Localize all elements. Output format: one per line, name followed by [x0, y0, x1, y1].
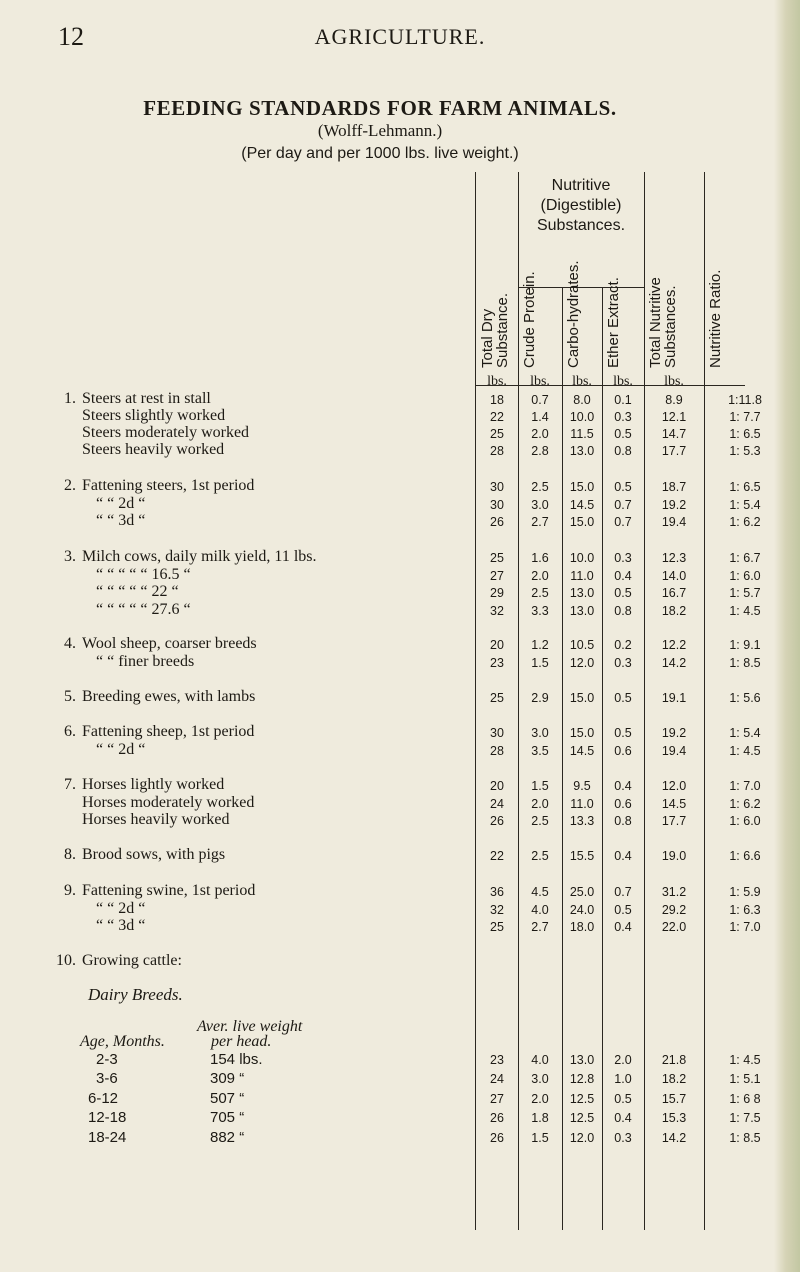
- cell-ether-extract: 0.6: [614, 797, 632, 811]
- cell-total-dry: 22: [490, 849, 504, 863]
- cell-ether-extract: 0.7: [614, 885, 632, 899]
- cell-ether-extract: 0.4: [614, 1111, 632, 1125]
- row-label: [50, 846, 475, 864]
- col-divider: [602, 288, 603, 1230]
- cell-carbohydrates: 25.0: [569, 885, 595, 899]
- cell-carbohydrates: 8.0: [573, 393, 591, 407]
- cell-crude-protein: 2.7: [531, 920, 549, 934]
- row-label: [50, 390, 475, 408]
- row-label-text: Horses moderately worked: [82, 794, 255, 811]
- row-label: [50, 441, 475, 459]
- cell-nutritive-ratio: 1: 6.0: [729, 569, 761, 583]
- row-number: 7.: [64, 776, 76, 793]
- cell-carbohydrates: 15.0: [569, 691, 595, 705]
- cell-total-nutritive: 19.4: [661, 515, 687, 529]
- cell-crude-protein: 1.5: [531, 779, 549, 793]
- page-edge-shadow: [774, 0, 800, 1272]
- cell-nutritive-ratio: 1: 5.1: [729, 1072, 761, 1086]
- cell-total-nutritive: 14.5: [661, 797, 687, 811]
- cell-ether-extract: 1.0: [614, 1072, 632, 1086]
- cell-total-dry: 24: [490, 797, 504, 811]
- cell-nutritive-ratio: 1: 5.7: [729, 586, 761, 600]
- cell-total-dry: 25: [490, 427, 504, 441]
- cell-ether-extract: 2.0: [614, 1053, 632, 1067]
- subtitle-basis: (Per day and per 1000 lbs. live weight.): [241, 145, 519, 162]
- cell-carbohydrates: 10.5: [569, 638, 595, 652]
- cell-total-dry: 25: [490, 920, 504, 934]
- cell-ether-extract: 0.6: [614, 744, 632, 758]
- cell-total-nutritive: 12.2: [661, 638, 687, 652]
- row-label-text: Fattening swine, 1st period: [82, 882, 256, 899]
- row-label: [50, 495, 475, 513]
- cell-crude-protein: 1.5: [531, 656, 549, 670]
- cell-nutritive-ratio: 1: 5.4: [729, 498, 761, 512]
- cell-total-dry: 26: [490, 814, 504, 828]
- age-value: 12-18: [88, 1109, 127, 1126]
- cell-carbohydrates: 10.0: [569, 410, 595, 424]
- age-value: 2-3: [96, 1051, 118, 1068]
- cell-carbohydrates: 24.0: [569, 903, 595, 917]
- cell-total-nutritive: 12.3: [661, 551, 687, 565]
- cell-crude-protein: 1.2: [531, 638, 549, 652]
- cell-ether-extract: 0.3: [614, 551, 632, 565]
- cell-ether-extract: 0.4: [614, 569, 632, 583]
- row-label-text: “ “ “ “ “ 16.5 “: [96, 566, 191, 583]
- row-number: 10.: [56, 952, 76, 969]
- row-label-text: “ “ 3d “: [96, 512, 146, 529]
- page-number: 12: [58, 22, 84, 51]
- cell-nutritive-ratio: 1: 9.1: [729, 638, 761, 652]
- row-label: [50, 811, 475, 829]
- cell-carbohydrates: 14.5: [569, 498, 595, 512]
- cell-total-nutritive: 18.2: [661, 604, 687, 618]
- cell-ether-extract: 0.4: [614, 779, 632, 793]
- row-label: [50, 794, 475, 812]
- cell-total-dry: 26: [490, 1111, 504, 1125]
- running-head: AGRICULTURE.: [314, 24, 486, 49]
- cell-total-nutritive: 19.0: [661, 849, 687, 863]
- cell-crude-protein: 2.0: [531, 569, 549, 583]
- cell-crude-protein: 1.8: [531, 1111, 549, 1125]
- cell-total-dry: 23: [490, 1053, 504, 1067]
- page-title: FEEDING STANDARDS FOR FARM ANIMALS.: [143, 96, 617, 120]
- age-value: 6-12: [88, 1090, 119, 1107]
- row-label: [50, 477, 475, 495]
- cell-total-dry: 20: [490, 779, 504, 793]
- cell-ether-extract: 0.4: [614, 849, 632, 863]
- cell-total-nutritive: 14.2: [661, 1131, 687, 1145]
- cell-crude-protein: 2.0: [531, 427, 549, 441]
- cell-nutritive-ratio: 1: 7.0: [729, 779, 761, 793]
- cell-carbohydrates: 14.5: [569, 744, 595, 758]
- weight-value: 882 “: [210, 1129, 245, 1146]
- cell-total-nutritive: 12.0: [661, 779, 687, 793]
- cell-carbohydrates: 13.3: [569, 814, 595, 828]
- cell-total-dry: 23: [490, 656, 504, 670]
- cell-carbohydrates: 18.0: [569, 920, 595, 934]
- cell-carbohydrates: 10.0: [569, 551, 595, 565]
- column-header-total-dry: Total Dry Substance.: [479, 292, 511, 368]
- row-label-text: Horses heavily worked: [82, 811, 230, 828]
- cell-total-nutritive: 19.4: [661, 744, 687, 758]
- cell-carbohydrates: 13.0: [569, 586, 595, 600]
- cell-total-dry: 28: [490, 744, 504, 758]
- cell-ether-extract: 0.5: [614, 427, 632, 441]
- cell-total-nutritive: 15.3: [661, 1111, 687, 1125]
- cell-nutritive-ratio: 1: 5.9: [729, 885, 761, 899]
- cell-total-dry: 30: [490, 726, 504, 740]
- cell-crude-protein: 2.0: [531, 797, 549, 811]
- row-label-text: “ “ 2d “: [96, 900, 146, 917]
- cell-total-nutritive: 29.2: [661, 903, 687, 917]
- row-label-text: Steers heavily worked: [82, 441, 225, 458]
- row-label: [50, 776, 475, 794]
- row-label: [50, 635, 475, 653]
- cell-carbohydrates: 13.0: [569, 444, 595, 458]
- cell-crude-protein: 3.3: [531, 604, 549, 618]
- cell-nutritive-ratio: 1: 6.2: [729, 515, 761, 529]
- row-label-text: Growing cattle:: [82, 952, 182, 969]
- cell-total-nutritive: 19.2: [661, 498, 687, 512]
- row-label: [50, 723, 475, 741]
- row-label-text: “ “ “ “ “ 27.6 “: [96, 601, 191, 618]
- cell-ether-extract: 0.5: [614, 480, 632, 494]
- cell-carbohydrates: 15.0: [569, 515, 595, 529]
- cell-total-dry: 27: [490, 1092, 504, 1106]
- cell-total-dry: 25: [490, 551, 504, 565]
- cell-nutritive-ratio: 1: 7.0: [729, 920, 761, 934]
- cell-carbohydrates: 13.0: [569, 1053, 595, 1067]
- cell-nutritive-ratio: 1: 7.5: [729, 1111, 761, 1125]
- row-label-text: Fattening steers, 1st period: [82, 477, 255, 494]
- cell-crude-protein: 2.5: [531, 814, 549, 828]
- cell-total-dry: 18: [490, 393, 504, 407]
- breed-heading: Dairy Breeds.: [88, 985, 183, 1004]
- cell-total-nutritive: 16.7: [661, 586, 687, 600]
- cell-carbohydrates: 11.5: [570, 427, 594, 441]
- cell-carbohydrates: 11.0: [570, 569, 594, 583]
- column-header-total-nutritive: Total Nutritive Substances.: [647, 277, 679, 368]
- weight-value: 507 “: [210, 1090, 245, 1107]
- cell-nutritive-ratio: 1: 8.5: [729, 656, 761, 670]
- cell-total-nutritive: 19.1: [661, 691, 687, 705]
- cell-crude-protein: 1.6: [531, 551, 549, 565]
- cell-total-dry: 27: [490, 569, 504, 583]
- cell-ether-extract: 0.5: [614, 726, 632, 740]
- cell-nutritive-ratio: 1: 4.5: [729, 1053, 761, 1067]
- cell-total-nutritive: 19.2: [661, 726, 687, 740]
- unit-label: lbs.: [487, 374, 507, 389]
- cell-carbohydrates: 9.5: [573, 779, 591, 793]
- cell-nutritive-ratio: 1: 6.3: [729, 903, 761, 917]
- age-heading: Age, Months.: [80, 1033, 165, 1050]
- cell-total-dry: 30: [490, 498, 504, 512]
- cell-ether-extract: 0.1: [614, 393, 632, 407]
- cell-carbohydrates: 12.0: [569, 656, 595, 670]
- column-header-crude-protein: Crude Protein.: [521, 271, 538, 368]
- cell-total-nutritive: 14.2: [661, 656, 687, 670]
- row-label-text: “ “ 2d “: [96, 741, 146, 758]
- column-header-nutritive-ratio: Nutritive Ratio.: [707, 269, 724, 368]
- row-number: 9.: [64, 882, 76, 899]
- unit-label: lbs.: [664, 374, 684, 389]
- cell-crude-protein: 2.8: [531, 444, 549, 458]
- cell-total-dry: 26: [490, 515, 504, 529]
- cell-total-nutritive: 18.7: [661, 480, 687, 494]
- cell-total-dry: 24: [490, 1072, 504, 1086]
- cell-total-nutritive: 8.9: [665, 393, 683, 407]
- row-label: [50, 583, 475, 601]
- unit-label: lbs.: [530, 374, 550, 389]
- cell-carbohydrates: 13.0: [569, 604, 595, 618]
- row-number: 4.: [64, 635, 76, 652]
- row-label: [50, 566, 475, 584]
- cell-carbohydrates: 11.0: [570, 797, 594, 811]
- row-label-text: Brood sows, with pigs: [82, 846, 226, 863]
- row-number: 6.: [64, 723, 76, 740]
- col-divider: [644, 172, 645, 1230]
- cell-ether-extract: 0.7: [614, 498, 632, 512]
- cell-nutritive-ratio: 1: 4.5: [729, 604, 761, 618]
- cell-nutritive-ratio: 1: 6.5: [729, 427, 761, 441]
- cell-ether-extract: 0.3: [614, 1131, 632, 1145]
- cell-carbohydrates: 15.0: [569, 480, 595, 494]
- row-label: [50, 653, 475, 671]
- subtitle-source: (Wolff-Lehmann.): [317, 121, 443, 140]
- cell-crude-protein: 3.0: [531, 726, 549, 740]
- cell-ether-extract: 0.8: [614, 814, 632, 828]
- row-number: 5.: [64, 688, 76, 705]
- cell-ether-extract: 0.3: [614, 410, 632, 424]
- cell-crude-protein: 1.5: [531, 1131, 549, 1145]
- col-divider: [475, 172, 476, 1230]
- row-label: [50, 512, 475, 530]
- cell-carbohydrates: 12.8: [569, 1072, 595, 1086]
- cell-crude-protein: 3.0: [531, 498, 549, 512]
- cell-nutritive-ratio: 1:11.8: [728, 393, 762, 407]
- cell-total-nutritive: 31.2: [661, 885, 687, 899]
- cell-nutritive-ratio: 1: 8.5: [729, 1131, 761, 1145]
- aver-weight-heading: Aver. live weight: [197, 1018, 303, 1035]
- cell-total-dry: 29: [490, 586, 504, 600]
- cell-ether-extract: 0.5: [614, 586, 632, 600]
- cell-ether-extract: 0.3: [614, 656, 632, 670]
- cell-carbohydrates: 12.5: [569, 1092, 595, 1106]
- column-header-carbohydrates: Carbo-hydrates.: [565, 260, 582, 368]
- row-label-text: Steers at rest in stall: [82, 390, 211, 407]
- cell-carbohydrates: 12.5: [569, 1111, 595, 1125]
- cell-total-nutritive: 18.2: [661, 1072, 687, 1086]
- weight-value: 705 “: [210, 1109, 245, 1126]
- cell-crude-protein: 2.9: [531, 691, 549, 705]
- cell-total-dry: 32: [490, 604, 504, 618]
- row-number: 8.: [64, 846, 76, 863]
- row-label: [50, 407, 475, 425]
- cell-carbohydrates: 15.0: [569, 726, 595, 740]
- cell-total-dry: 22: [490, 410, 504, 424]
- age-value: 18-24: [88, 1129, 127, 1146]
- cell-nutritive-ratio: 1: 6.5: [729, 480, 761, 494]
- cell-nutritive-ratio: 1: 5.3: [729, 444, 761, 458]
- cell-nutritive-ratio: 1: 5.4: [729, 726, 761, 740]
- cell-nutritive-ratio: 1: 6 8: [729, 1092, 761, 1106]
- cell-total-nutritive: 17.7: [661, 444, 687, 458]
- cell-crude-protein: 2.5: [531, 586, 549, 600]
- cell-total-nutritive: 14.7: [661, 427, 687, 441]
- cell-total-dry: 30: [490, 480, 504, 494]
- cell-nutritive-ratio: 1: 6.2: [729, 797, 761, 811]
- cell-ether-extract: 0.5: [614, 691, 632, 705]
- cell-total-dry: 36: [490, 885, 504, 899]
- cell-crude-protein: 3.5: [531, 744, 549, 758]
- row-label-text: Steers slightly worked: [82, 407, 226, 424]
- column-header-ether-extract: Ether Extract.: [605, 277, 622, 368]
- cell-nutritive-ratio: 1: 6.6: [729, 849, 761, 863]
- weight-value: 154 lbs.: [210, 1051, 263, 1068]
- cell-ether-extract: 0.8: [614, 604, 632, 618]
- cell-ether-extract: 0.4: [614, 920, 632, 934]
- cell-total-dry: 32: [490, 903, 504, 917]
- growing-cattle-label: [50, 952, 475, 970]
- row-label-text: Fattening sheep, 1st period: [82, 723, 255, 740]
- cell-total-nutritive: 14.0: [661, 569, 687, 583]
- cell-total-dry: 20: [490, 638, 504, 652]
- col-divider: [518, 172, 519, 1230]
- cell-nutritive-ratio: 1: 5.6: [729, 691, 761, 705]
- cell-ether-extract: 0.5: [614, 903, 632, 917]
- row-label-text: “ “ finer breeds: [96, 653, 195, 670]
- row-label-text: Horses lightly worked: [82, 776, 225, 793]
- cell-crude-protein: 2.5: [531, 849, 549, 863]
- cell-nutritive-ratio: 1: 6.7: [729, 551, 761, 565]
- cell-total-nutritive: 21.8: [661, 1053, 687, 1067]
- row-label: [50, 688, 475, 706]
- cell-crude-protein: 3.0: [531, 1072, 549, 1086]
- cell-crude-protein: 2.5: [531, 480, 549, 494]
- cell-total-dry: 28: [490, 444, 504, 458]
- cell-total-nutritive: 12.1: [661, 410, 687, 424]
- cell-crude-protein: 4.5: [531, 885, 549, 899]
- row-label-text: “ “ 2d “: [96, 495, 146, 512]
- row-number: 2.: [64, 477, 76, 494]
- cell-nutritive-ratio: 1: 6.0: [729, 814, 761, 828]
- unit-label: lbs.: [613, 374, 633, 389]
- cell-total-nutritive: 22.0: [661, 920, 687, 934]
- col-divider: [704, 172, 705, 1230]
- cell-crude-protein: 1.4: [531, 410, 549, 424]
- row-label-text: “ “ 3d “: [96, 917, 146, 934]
- cell-ether-extract: 0.7: [614, 515, 632, 529]
- row-label: [50, 917, 475, 935]
- row-number: 1.: [64, 390, 76, 407]
- cell-ether-extract: 0.5: [614, 1092, 632, 1106]
- cell-ether-extract: 0.2: [614, 638, 632, 652]
- cell-nutritive-ratio: 1: 7.7: [729, 410, 761, 424]
- cell-crude-protein: 0.7: [531, 393, 549, 407]
- row-label: [50, 882, 475, 900]
- cell-total-dry: 25: [490, 691, 504, 705]
- row-number: 3.: [64, 548, 76, 565]
- row-label: [50, 601, 475, 619]
- cell-total-nutritive: 17.7: [661, 814, 687, 828]
- cell-total-dry: 26: [490, 1131, 504, 1145]
- cell-ether-extract: 0.8: [614, 444, 632, 458]
- row-label: [50, 424, 475, 442]
- cell-crude-protein: 2.7: [531, 515, 549, 529]
- cell-total-nutritive: 15.7: [661, 1092, 687, 1106]
- row-label-text: Steers moderately worked: [82, 424, 250, 441]
- cell-carbohydrates: 12.0: [569, 1131, 595, 1145]
- row-label: [50, 548, 475, 566]
- row-label-text: Breeding ewes, with lambs: [82, 688, 256, 705]
- row-label: [50, 741, 475, 759]
- age-value: 3-6: [96, 1070, 118, 1087]
- cell-crude-protein: 4.0: [531, 1053, 549, 1067]
- cell-crude-protein: 2.0: [531, 1092, 549, 1106]
- unit-label: lbs.: [572, 374, 592, 389]
- row-label-text: “ “ “ “ “ 22 “: [96, 583, 179, 600]
- nutritive-group-header: Nutritive (Digestible) Substances.: [536, 177, 626, 234]
- cell-crude-protein: 4.0: [531, 903, 549, 917]
- row-label: [50, 900, 475, 918]
- per-head-heading: per head.: [211, 1033, 272, 1050]
- cell-carbohydrates: 15.5: [569, 849, 595, 863]
- row-label-text: Milch cows, daily milk yield, 11 lbs.: [82, 548, 317, 565]
- cell-nutritive-ratio: 1: 4.5: [729, 744, 761, 758]
- row-label-text: Wool sheep, coarser breeds: [82, 635, 257, 652]
- weight-value: 309 “: [210, 1070, 245, 1087]
